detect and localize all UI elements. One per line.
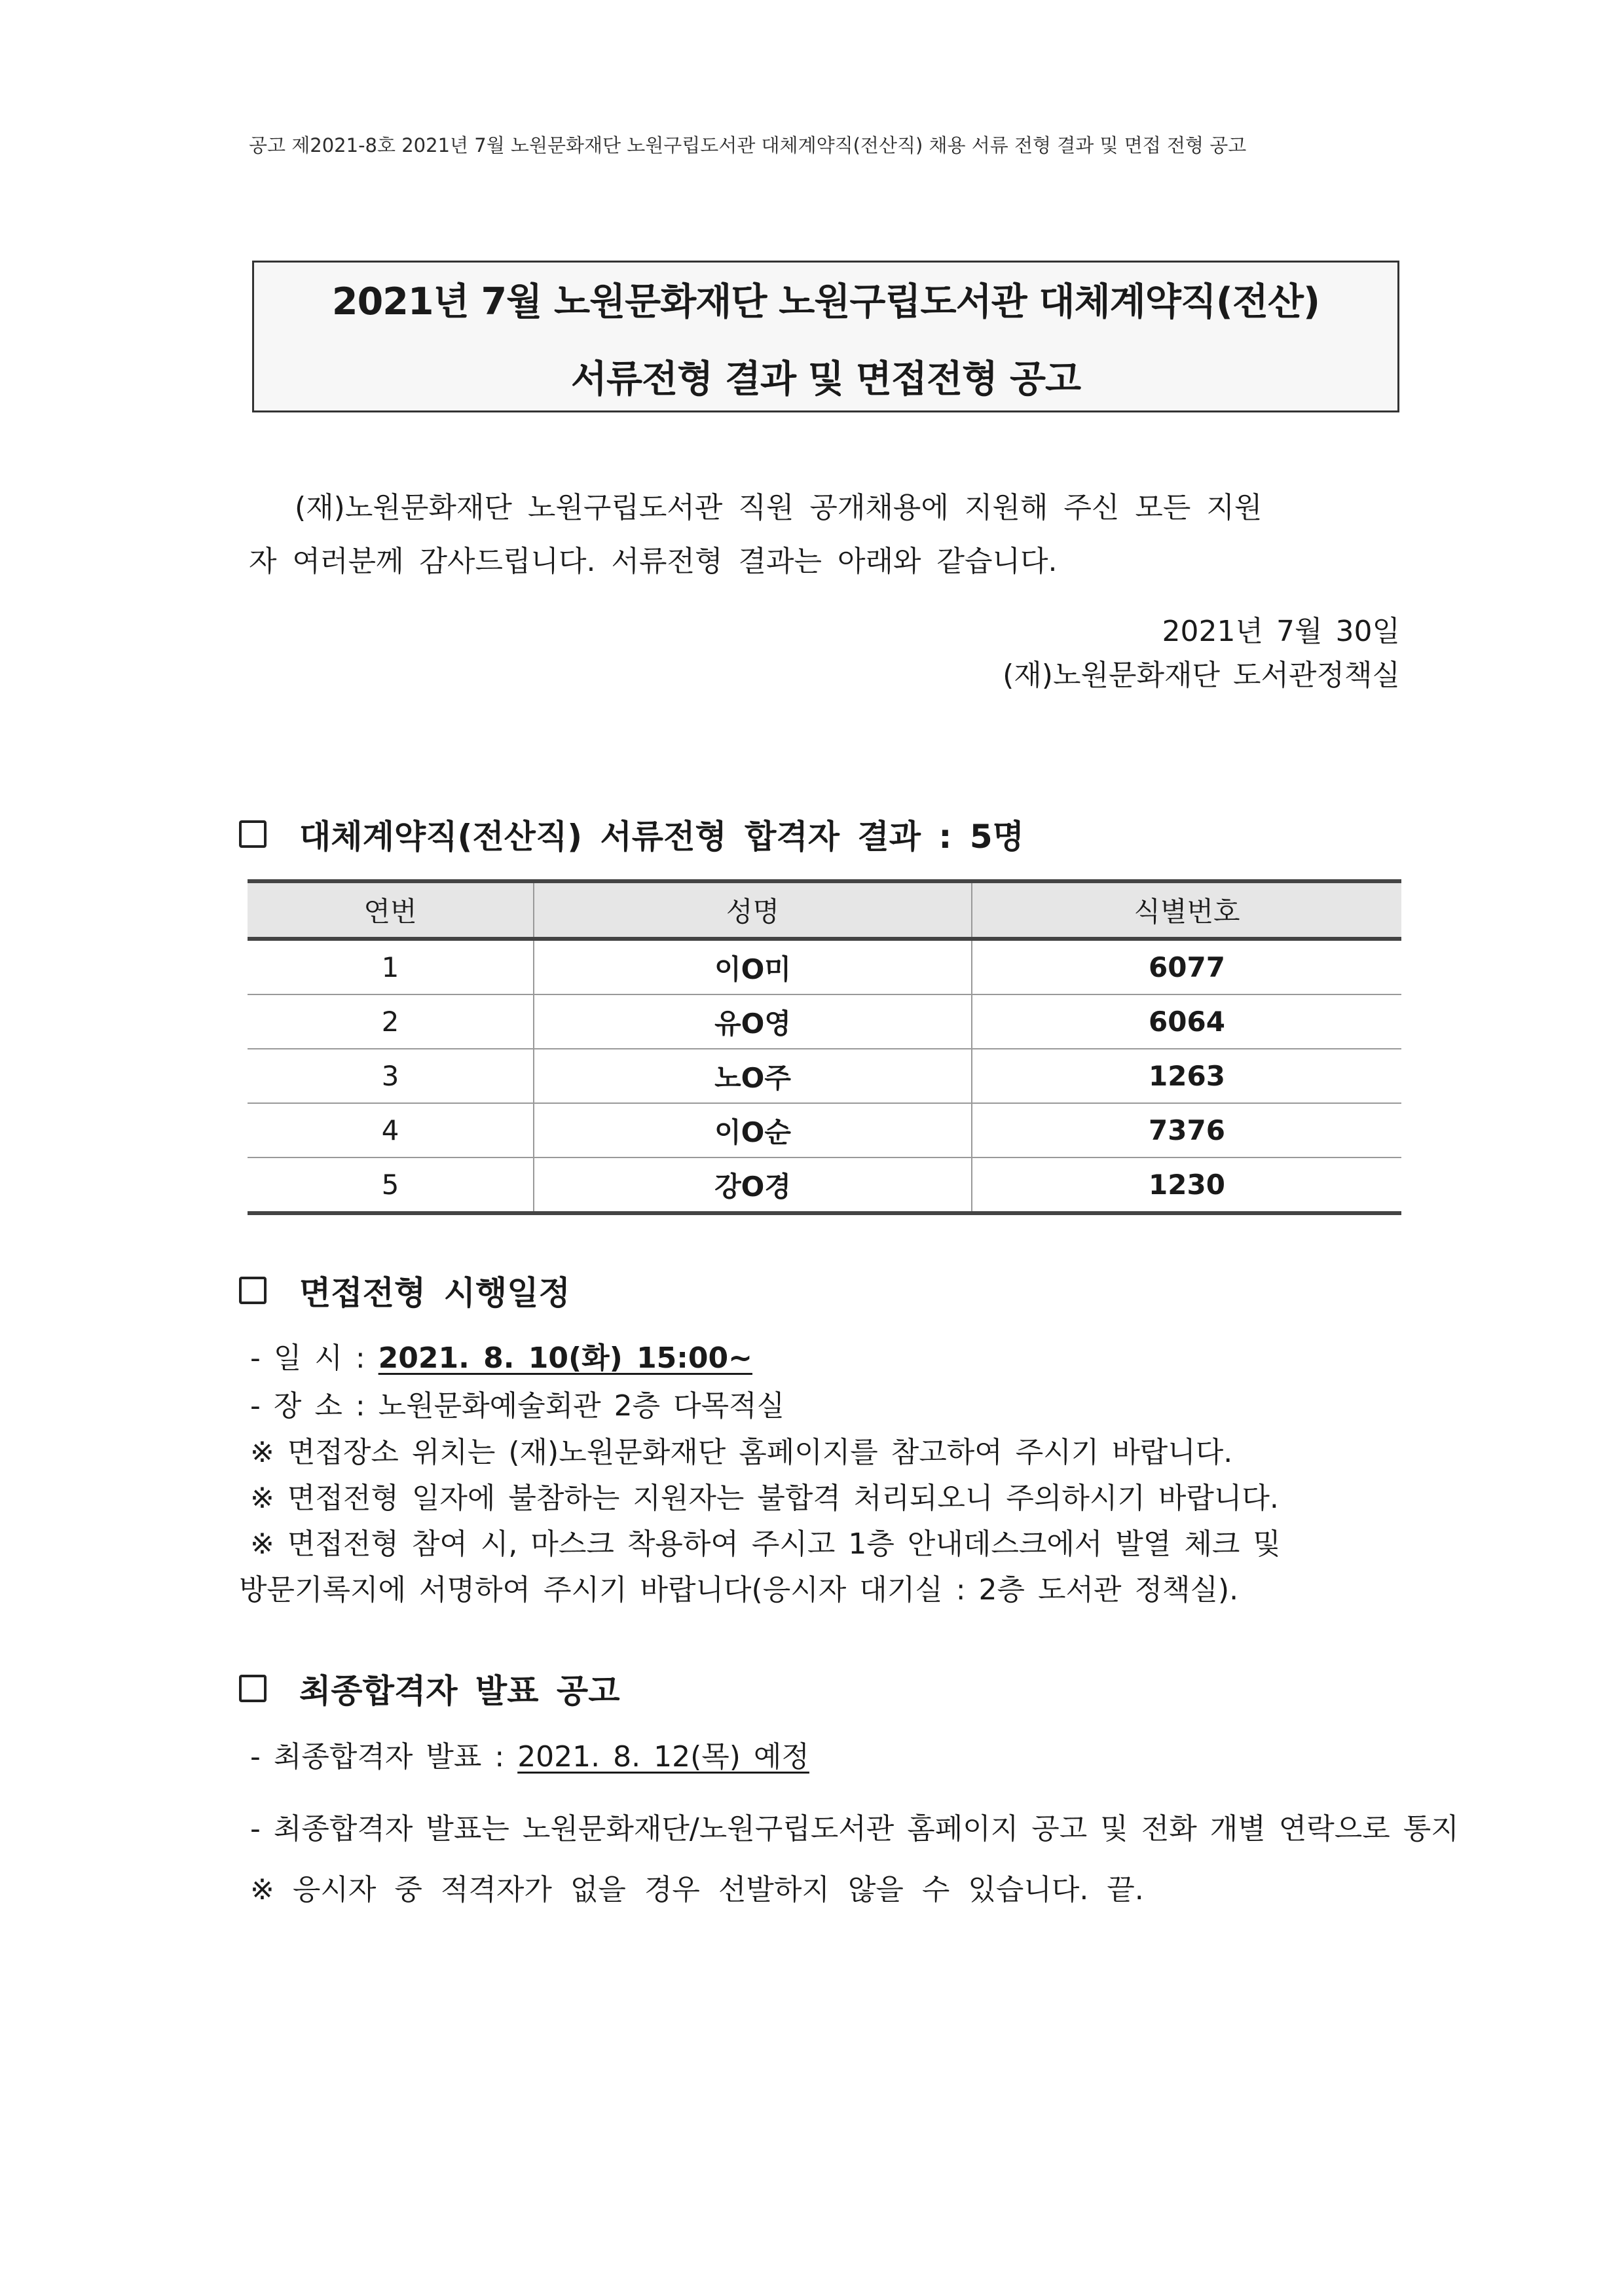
interview-note-2: ※ 면접전형 일자에 불참하는 지원자는 불합격 처리되오니 주의하시기 바랍니다. [250, 1482, 1279, 1515]
table-row [248, 1049, 1401, 1103]
interview-place-label: - 장 소 : [250, 1389, 378, 1423]
section-interview-schedule-title: 면접전형 시행일정 [299, 1274, 570, 1312]
interview-note-1: ※ 면접장소 위치는 (재)노원문화재단 홈페이지를 참고하여 주시기 바랍니다. [250, 1436, 1233, 1469]
interview-note-3: ※ 면접전형 참여 시, 마스크 착용하여 주시고 1층 안내데스크에서 발열 체크 및 [250, 1527, 1281, 1561]
title-line-2: 서류전형 결과 및 면접전형 공고 [570, 357, 1081, 401]
section-document-screening [239, 811, 1024, 858]
organization-name: (재)노원문화재단 도서관정책실 [1003, 659, 1400, 692]
title-box [252, 261, 1399, 412]
checkbox-icon [239, 820, 267, 848]
row-id: 1263 [972, 1049, 1401, 1103]
section-final-announcement-title: 최종합격자 발표 공고 [299, 1672, 620, 1710]
row-id: 6077 [972, 939, 1401, 994]
row-name: 노O주 [534, 1049, 972, 1103]
table-row [248, 994, 1401, 1049]
intro-line-1: (재)노원문화재단 노원구립도서관 직원 공개채용에 지원해 주신 모든 지원 [295, 491, 1263, 524]
row-no: 3 [248, 1049, 534, 1103]
row-name: 유O영 [534, 994, 972, 1049]
title-line-1: 2021년 7월 노원문화재단 노원구립도서관 대체계약직(전산) [331, 280, 1320, 323]
document-header-line: 공고 제2021-8호 2021년 7월 노원문화재단 노원구립도서관 대체계약직(전산직) 채용 서류 전형 결과 및 면접 전형 공고 [249, 134, 1247, 156]
interview-datetime [250, 1334, 752, 1376]
row-no: 2 [248, 994, 534, 1049]
row-no: 5 [248, 1157, 534, 1213]
row-no: 4 [248, 1103, 534, 1157]
header-no: 연번 [248, 881, 534, 939]
row-no: 1 [248, 939, 534, 994]
row-id: 1230 [972, 1157, 1401, 1213]
row-name: 강O경 [534, 1157, 972, 1213]
header-name: 성명 [534, 881, 972, 939]
row-id: 7376 [972, 1103, 1401, 1157]
results-table [248, 879, 1401, 1215]
intro-line-2: 자 여러분께 감사드립니다. 서류전형 결과는 아래와 같습니다. [249, 545, 1058, 578]
table-row [248, 1103, 1401, 1157]
row-name: 이O미 [534, 939, 972, 994]
interview-datetime-value: 2021. 8. 10(화) 15:00~ [378, 1341, 752, 1375]
table-row [248, 1157, 1401, 1213]
checkbox-icon [239, 1675, 267, 1702]
section-interview-schedule [239, 1267, 570, 1314]
section-final-announcement [239, 1665, 620, 1712]
final-announcement-date [250, 1733, 809, 1775]
table-row [248, 939, 1401, 994]
table-header-row [248, 881, 1401, 939]
row-id: 6064 [972, 994, 1401, 1049]
interview-place-value: 노원문화예술회관 2층 다목적실 [378, 1389, 785, 1423]
interview-place [250, 1382, 784, 1424]
final-announcement-note: ※ 응시자 중 적격자가 없을 경우 선발하지 않을 수 있습니다. 끝. [250, 1873, 1144, 1906]
header-id: 식별번호 [972, 881, 1401, 939]
intro-paragraph [249, 481, 1401, 589]
final-announcement-value: 2021. 8. 12(목) 예정 [517, 1740, 809, 1774]
final-announcement-method: - 최종합격자 발표는 노원문화재단/노원구립도서관 홈페이지 공고 및 전화 개별 연락으로 통지 [250, 1812, 1459, 1846]
final-announcement-label: - 최종합격자 발표 : [250, 1740, 518, 1774]
interview-datetime-label: - 일 시 : [250, 1341, 378, 1375]
announcement-date: 2021년 7월 30일 [1162, 615, 1400, 648]
checkbox-icon [239, 1277, 267, 1304]
section-document-screening-title: 대체계약직(전산직) 서류전형 합격자 결과 : 5명 [299, 818, 1024, 856]
row-name: 이O순 [534, 1103, 972, 1157]
interview-note-3-continued: 방문기록지에 서명하여 주시기 바랍니다(응시자 대기실 : 2층 도서관 정책실). [239, 1573, 1239, 1607]
